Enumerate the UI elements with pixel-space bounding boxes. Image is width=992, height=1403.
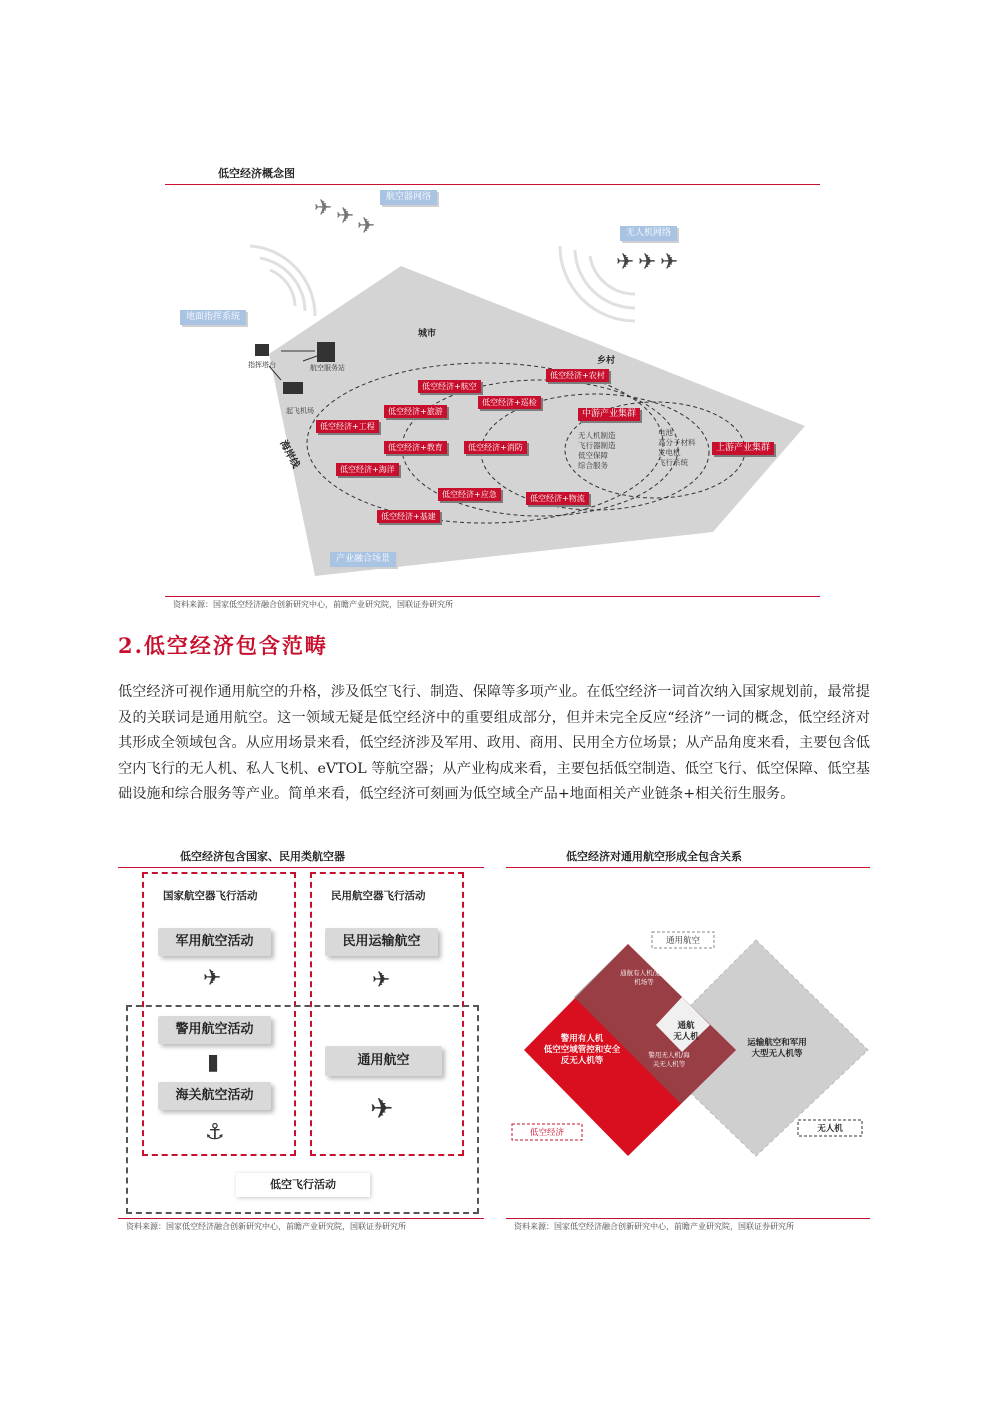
bottom-overlap-text: 警用无人机/海关无人机等 <box>648 1051 690 1068</box>
figure2-source: 资料来源：国家低空经济融合创新研究中心，前瞻产业研究院，国联证券研究所 <box>126 1222 406 1231</box>
figure1-top-rule <box>165 184 820 185</box>
state-aircraft-label: 国家航空器飞行活动 <box>163 890 258 902</box>
aircraft-network-tag: 航空器网络 <box>380 190 437 205</box>
anchor-icon: ⚓ <box>205 1120 225 1145</box>
midstream-item: 无人机制造 <box>578 431 616 440</box>
tag-fire: 低空经济+消防 <box>464 441 527 454</box>
low-altitude-label: 低空飞行活动 <box>236 1173 370 1197</box>
control-tower-label: 指挥塔台 <box>248 361 276 369</box>
section-paragraph: 低空经济可视作通用航空的升格，涉及低空飞行、制造、保障等多项产业。在低空经济一词首次纳入国家规划前，最常提及的关联词是通用航空。这一领域无疑是低空经济中的重要组成部分，但并未完全反应“经济”一词的概念，低空经济对其形成全领域包含。从应用场景来看，低空经济涉及军用、政用、商用、民用全方位场景；从产品角度来看，主要包含低空内飞行的无人机、私人飞机、eVTOL 等航空器；从产业构成来看，主要包括低空制造、低空飞行、低空保障、低空基础设施和综合服务等产业。简单来看，低空经济可刻画为低空域全产品+地面相关产业链条+相关衍生服务。 <box>118 684 870 802</box>
figure2-title: 低空经济包含国家、民用类航空器 <box>180 850 345 863</box>
tag-logistics: 低空经济+物流 <box>526 492 589 505</box>
tag-midstream: 中游产业集群 <box>578 408 640 421</box>
section-heading: 2.低空经济包含范畴 <box>118 633 328 658</box>
figure3-top-rule <box>506 867 870 868</box>
upstream-item: 高分子材料 <box>658 438 696 447</box>
center-text: 通航 无人机 <box>673 1021 699 1042</box>
airport-icon <box>283 382 303 394</box>
tag-upstream: 上游产业集群 <box>712 442 774 455</box>
drone-network-tag: 无人机网络 <box>620 226 677 241</box>
service-station-label: 航空服务站 <box>310 364 345 372</box>
low-altitude-economy-text: 低空经济 <box>529 1128 564 1138</box>
general-aviation-text: 通用航空 <box>665 936 700 946</box>
upstream-item: 电池 <box>658 428 673 437</box>
tag-ocean: 低空经济+海洋 <box>336 463 399 476</box>
civil-transport-box: 民用运输航空 <box>325 928 438 956</box>
figure1-title: 低空经济概念图 <box>218 167 295 180</box>
walkie-talkie-icon: ▮ <box>207 1050 220 1075</box>
tag-tourism: 低空经济+旅游 <box>384 405 447 418</box>
airplane-icon: ✈ <box>372 968 391 993</box>
airplane-icon: ✈ <box>370 1092 394 1125</box>
figure3-bottom-rule <box>506 1218 870 1219</box>
general-aviation-box: 通用航空 <box>325 1046 442 1076</box>
tag-engineering: 低空经济+工程 <box>316 420 379 433</box>
figure3-source: 资料来源：国家低空经济融合创新研究中心，前瞻产业研究院，国联证券研究所 <box>514 1222 794 1231</box>
midstream-item: 低空保障 <box>578 451 608 460</box>
drone-icon: ✈ <box>638 250 657 275</box>
airplane-icon: ✈ <box>357 214 376 239</box>
figure1-bottom-rule <box>165 596 820 597</box>
ground-command-tag: 地面指挥系统 <box>180 310 246 325</box>
civil-aircraft-label: 民用航空器飞行活动 <box>331 890 426 902</box>
tag-education: 低空经济+教育 <box>384 441 447 454</box>
tag-infrastructure: 低空经济+基建 <box>377 510 440 523</box>
drones-text: 无人机 <box>817 1124 843 1134</box>
customs-aviation-box: 海关航空活动 <box>158 1082 271 1110</box>
figure2-bottom-rule <box>118 1218 484 1219</box>
drone-icon: ✈ <box>616 250 635 275</box>
village-label: 乡村 <box>597 356 616 366</box>
police-aviation-box: 警用航空活动 <box>158 1016 271 1044</box>
top-overlap-text: 通航有人机/通航机场等 <box>620 969 668 986</box>
tag-aviation: 低空经济+航空 <box>418 380 481 393</box>
airport-label: 起飞机场 <box>286 407 314 415</box>
drone-icon: ✈ <box>660 250 679 275</box>
upstream-item: 飞行系统 <box>658 458 688 467</box>
upstream-item: 发电机 <box>658 448 681 457</box>
airplane-icon: ✈ <box>336 204 355 229</box>
city-label: 城市 <box>418 329 437 339</box>
airplane-icon: ✈ <box>314 196 333 221</box>
tag-patrol: 低空经济+巡检 <box>478 396 541 409</box>
service-station-icon <box>317 342 335 362</box>
red-main-text: 警用有人机 低空空域管控和安全 反无人机等 <box>543 1034 621 1066</box>
control-tower-icon <box>255 344 269 356</box>
tag-agriculture: 低空经济+农村 <box>546 369 609 382</box>
figure1-diagram <box>165 186 820 596</box>
midstream-item: 综合服务 <box>578 461 608 470</box>
industry-scene-tag: 产业融合场景 <box>330 552 396 567</box>
figure1-source: 资料来源：国家低空经济融合创新研究中心，前瞻产业研究院，国联证券研究所 <box>173 600 453 609</box>
figure2-top-rule <box>118 867 484 868</box>
tag-emergency: 低空经济+应急 <box>438 488 501 501</box>
coastline-label: 海岸线 <box>277 438 302 471</box>
airplane-icon: ✈ <box>203 966 222 991</box>
military-aviation-box: 军用航空活动 <box>158 928 271 956</box>
midstream-item: 飞行器制造 <box>578 441 616 450</box>
figure3-title: 低空经济对通用航空形成全包含关系 <box>566 850 742 863</box>
grey-main-text: 运输航空和军用 大型无人机等 <box>747 1038 807 1059</box>
